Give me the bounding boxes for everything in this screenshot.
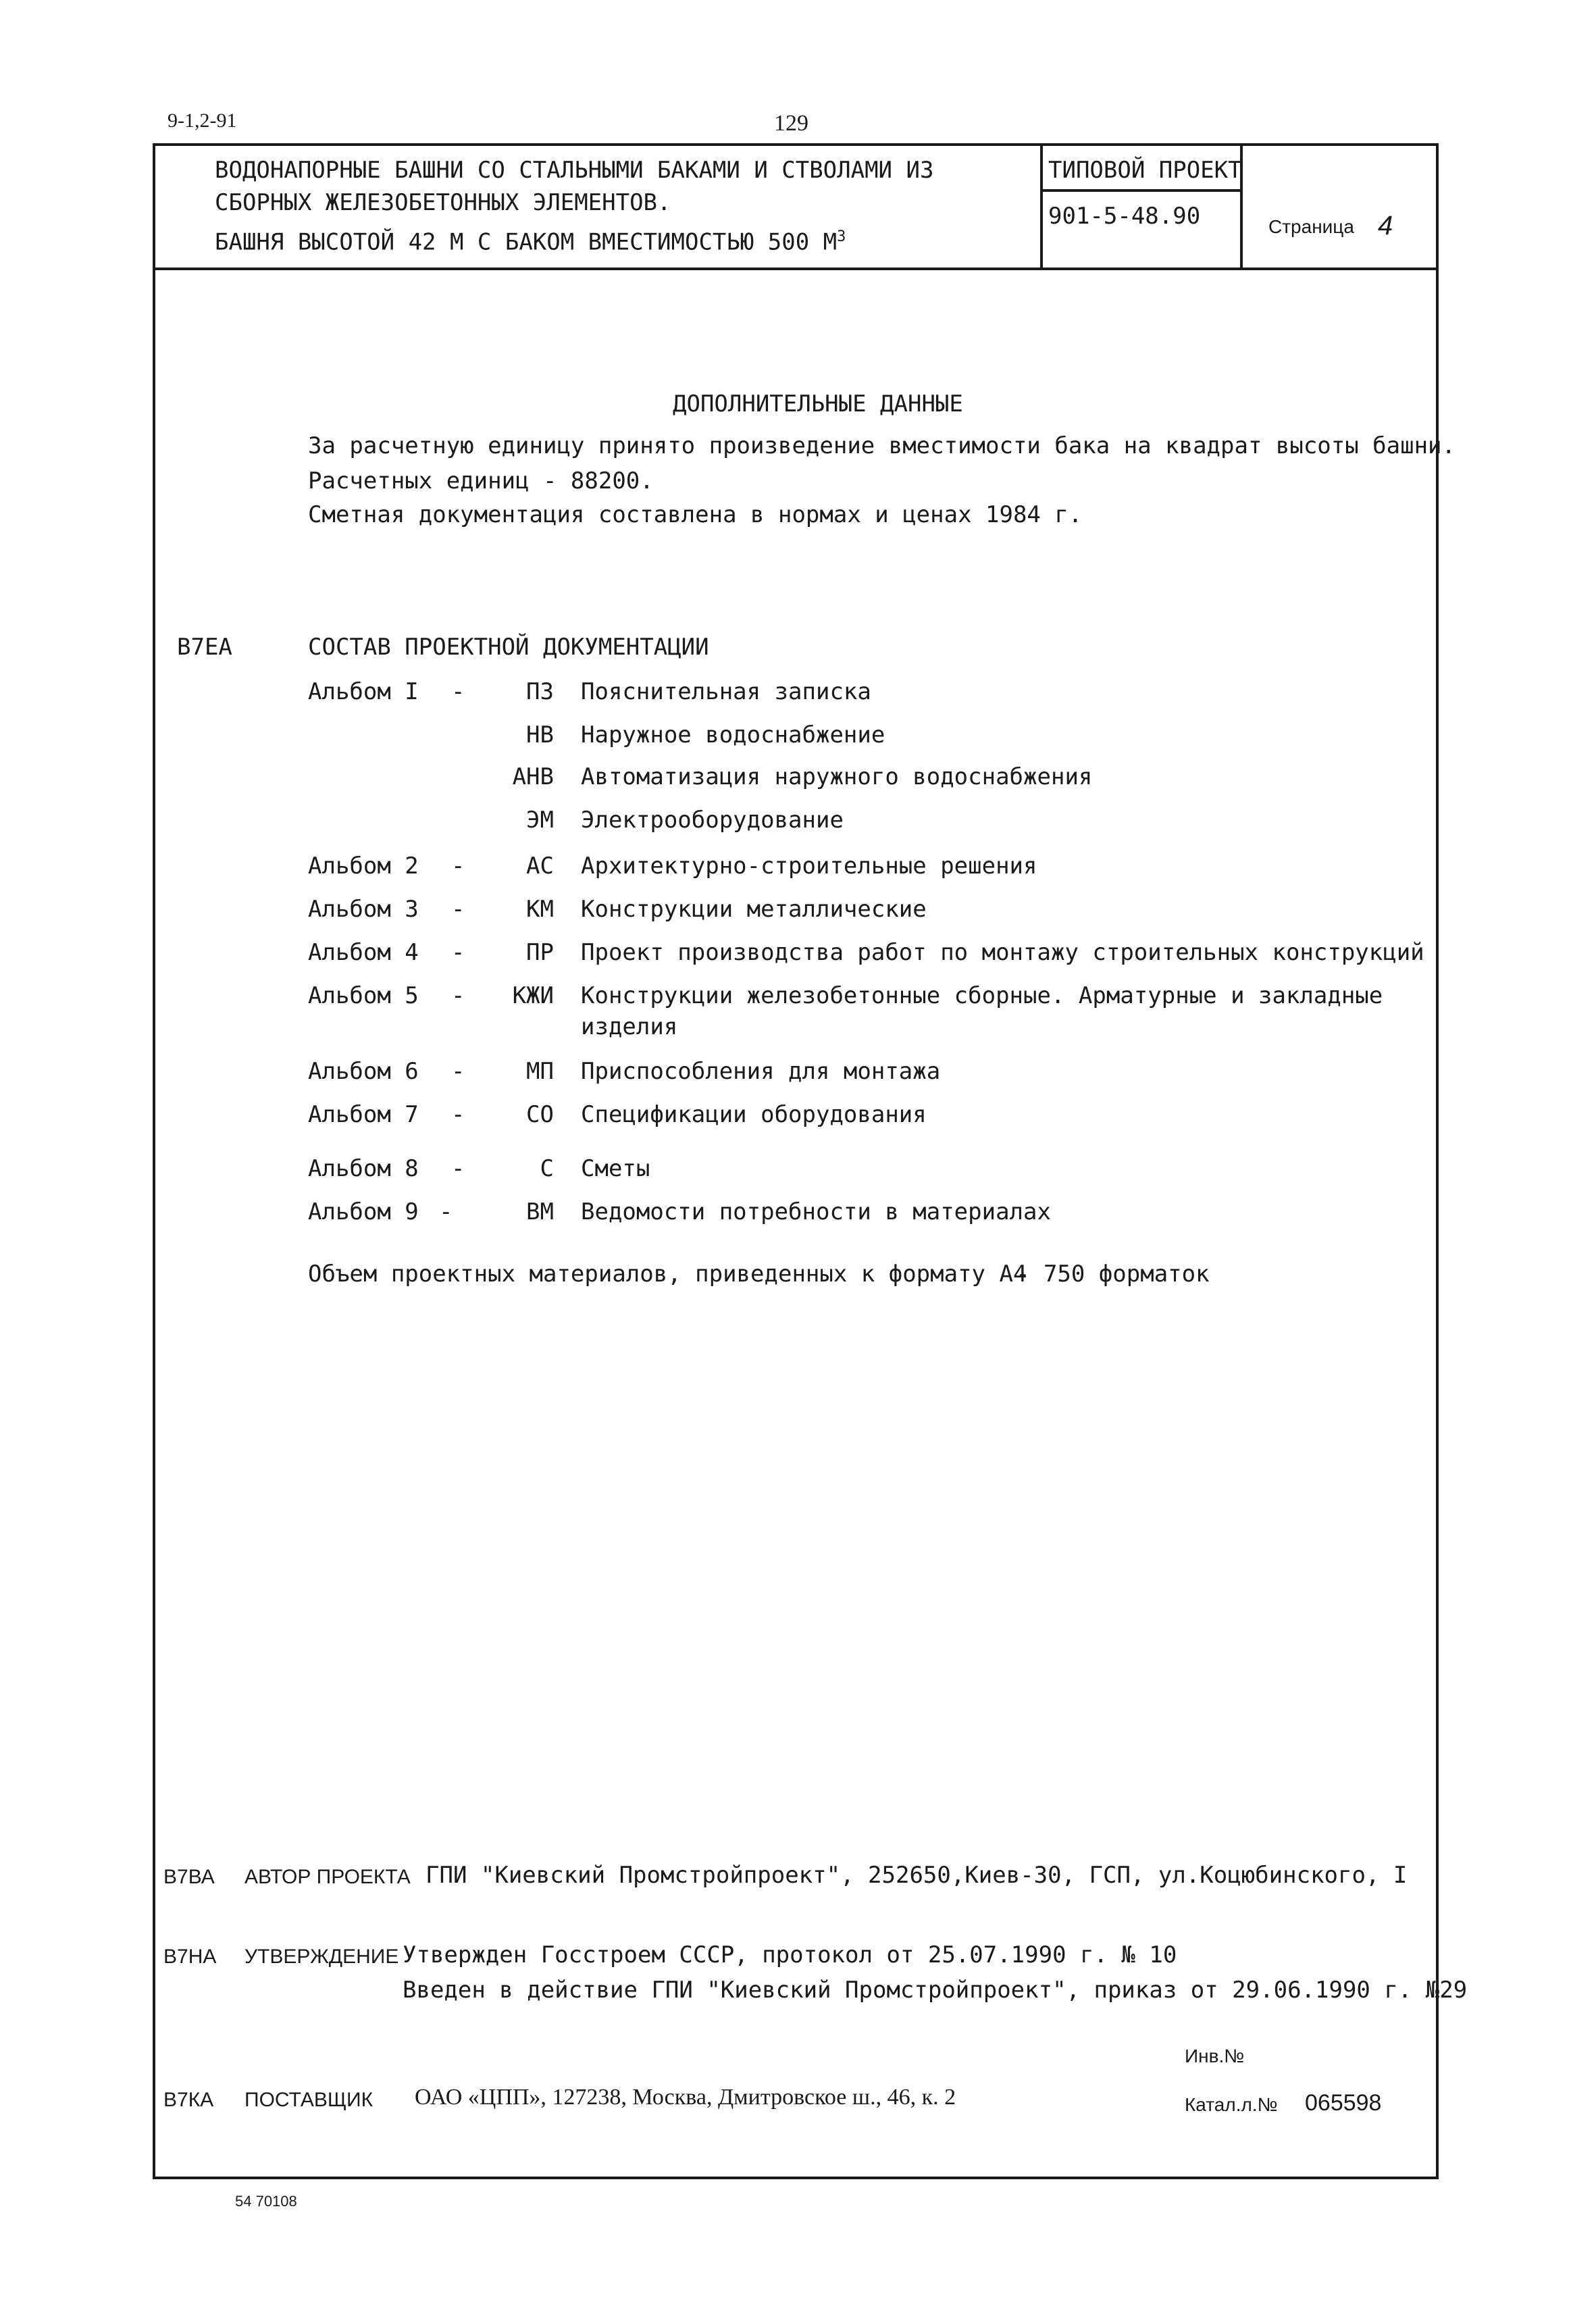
- doc-code: ВМ: [526, 1198, 554, 1225]
- album-dash: -: [451, 982, 465, 1009]
- header-col-divider-1: [1040, 143, 1043, 269]
- doc-description: Спецификации оборудования: [581, 1101, 927, 1128]
- doc-description: Сметы: [581, 1155, 650, 1182]
- author-label: АВТОР ПРОЕКТА: [244, 1866, 411, 1888]
- page-number: 129: [774, 111, 808, 136]
- additional-line-2: Расчетных единиц - 88200.: [308, 467, 654, 494]
- album-label: Альбом 9: [308, 1198, 419, 1225]
- doc-description: Конструкции металлические: [581, 896, 927, 923]
- album-dash: -: [439, 1198, 453, 1225]
- album-dash: -: [451, 853, 465, 880]
- additional-heading: ДОПОЛНИТЕЛЬНЫЕ ДАННЫЕ: [673, 390, 963, 417]
- doc-description: Электрооборудование: [581, 807, 844, 834]
- supplier-label: ПОСТАВЩИК: [244, 2089, 374, 2111]
- header-divider: [153, 268, 1439, 270]
- album-label: Альбом 2: [308, 853, 419, 880]
- supplier-code: В7КА: [163, 2089, 214, 2111]
- volume-value: - 750 форматок: [1016, 1261, 1210, 1288]
- album-dash: -: [451, 1155, 465, 1182]
- doc-code: КМ: [526, 896, 554, 923]
- doc-description: Приспособления для монтажа: [581, 1058, 941, 1085]
- album-label: Альбом 3: [308, 896, 419, 923]
- doc-description: Наружное водоснабжение: [581, 721, 885, 748]
- doc-description: Автоматизация наружного водоснабжения: [581, 763, 1093, 790]
- doc-description: Проект производства работ по монтажу строительных конструкций: [581, 939, 1424, 966]
- bottom-code: 54 70108: [235, 2193, 297, 2210]
- album-label: Альбом 8: [308, 1155, 419, 1182]
- album-dash: -: [451, 896, 465, 923]
- catalog-value: 065598: [1305, 2090, 1382, 2116]
- composition-heading: СОСТАВ ПРОЕКТНОЙ ДОКУМЕНТАЦИИ: [308, 634, 709, 661]
- doc-code: КЖИ: [512, 982, 554, 1009]
- project-label: ТИПОВОЙ ПРОЕКТ: [1048, 157, 1242, 184]
- doc-code: АС: [526, 853, 554, 880]
- supplier-text: ОАО «ЦПП», 127238, Москва, Дмитровское ш., 46, к. 2: [415, 2085, 956, 2110]
- series-code: 9-1,2-91: [168, 109, 237, 132]
- doc-code: МП: [526, 1058, 554, 1085]
- doc-description: Ведомости потребности в материалах: [581, 1198, 1051, 1225]
- doc-description: Пояснительная записка: [581, 678, 871, 705]
- doc-code: АНВ: [512, 763, 554, 790]
- album-dash: -: [451, 1101, 465, 1128]
- header-project-divider: [1040, 189, 1241, 192]
- album-dash: -: [451, 1058, 465, 1085]
- doc-description-continued: изделия: [581, 1013, 678, 1040]
- approval-line-2: Введен в действие ГПИ "Киевский Промстройпроект", приказ от 29.06.1990 г. №29: [403, 1977, 1468, 2004]
- doc-description: Архитектурно-строительные решения: [581, 853, 1037, 880]
- album-label: Альбом 6: [308, 1058, 419, 1085]
- volume-text: Объем проектных материалов, приведенных к формату А4: [308, 1261, 1027, 1288]
- album-label: Альбом 7: [308, 1101, 419, 1128]
- header-title-superscript: 3: [837, 228, 846, 245]
- doc-code: ПР: [526, 939, 554, 966]
- doc-description: Конструкции железобетонные сборные. Арматурные и закладные: [581, 982, 1383, 1009]
- author-code: В7ВА: [163, 1866, 215, 1888]
- approval-code: В7НА: [163, 1946, 217, 1968]
- header-title-line-3-text: БАШНЯ ВЫСОТОЙ 42 М С БАКОМ ВМЕСТИМОСТЬЮ 500 М: [215, 228, 838, 256]
- catalog-label: Катал.л.№: [1185, 2094, 1278, 2115]
- header-title-line-2: СБОРНЫХ ЖЕЛЕЗОБЕТОННЫХ ЭЛЕМЕНТОВ.: [215, 189, 671, 216]
- additional-line-3: Сметная документация составлена в нормах и ценах 1984 г.: [308, 501, 1083, 528]
- album-label: Альбом 5: [308, 982, 419, 1009]
- project-number: 901-5-48.90: [1048, 203, 1201, 230]
- album-label: Альбом 4: [308, 939, 419, 966]
- album-dash: -: [451, 939, 465, 966]
- author-text: ГПИ "Киевский Промстройпроект", 252650,Киев-30, ГСП, ул.Коцюбинского, I: [426, 1862, 1408, 1889]
- inventory-label: Инв.№: [1185, 2045, 1245, 2066]
- doc-code: ПЗ: [526, 678, 554, 705]
- header-title-line-3: [215, 228, 846, 255]
- doc-code: С: [540, 1155, 554, 1182]
- page-label: Страница: [1268, 216, 1354, 237]
- doc-code: НВ: [526, 721, 554, 748]
- page-value: 4: [1378, 211, 1393, 240]
- album-dash: -: [451, 678, 465, 705]
- header-title-line-1: ВОДОНАПОРНЫЕ БАШНИ СО СТАЛЬНЫМИ БАКАМИ И СТВОЛАМИ ИЗ: [215, 157, 934, 184]
- approval-line-1: Утвержден Госстроем СССР, протокол от 25.07.1990 г. № 10: [403, 1941, 1177, 1968]
- doc-code: СО: [526, 1101, 554, 1128]
- doc-code: ЭМ: [526, 807, 554, 834]
- album-label: Альбом I: [308, 678, 419, 705]
- composition-code: В7ЕА: [177, 634, 232, 661]
- approval-label: УТВЕРЖДЕНИЕ: [244, 1946, 399, 1968]
- additional-line-1: За расчетную единицу принято произведение вместимости бака на квадрат высоты башни.: [308, 432, 1456, 459]
